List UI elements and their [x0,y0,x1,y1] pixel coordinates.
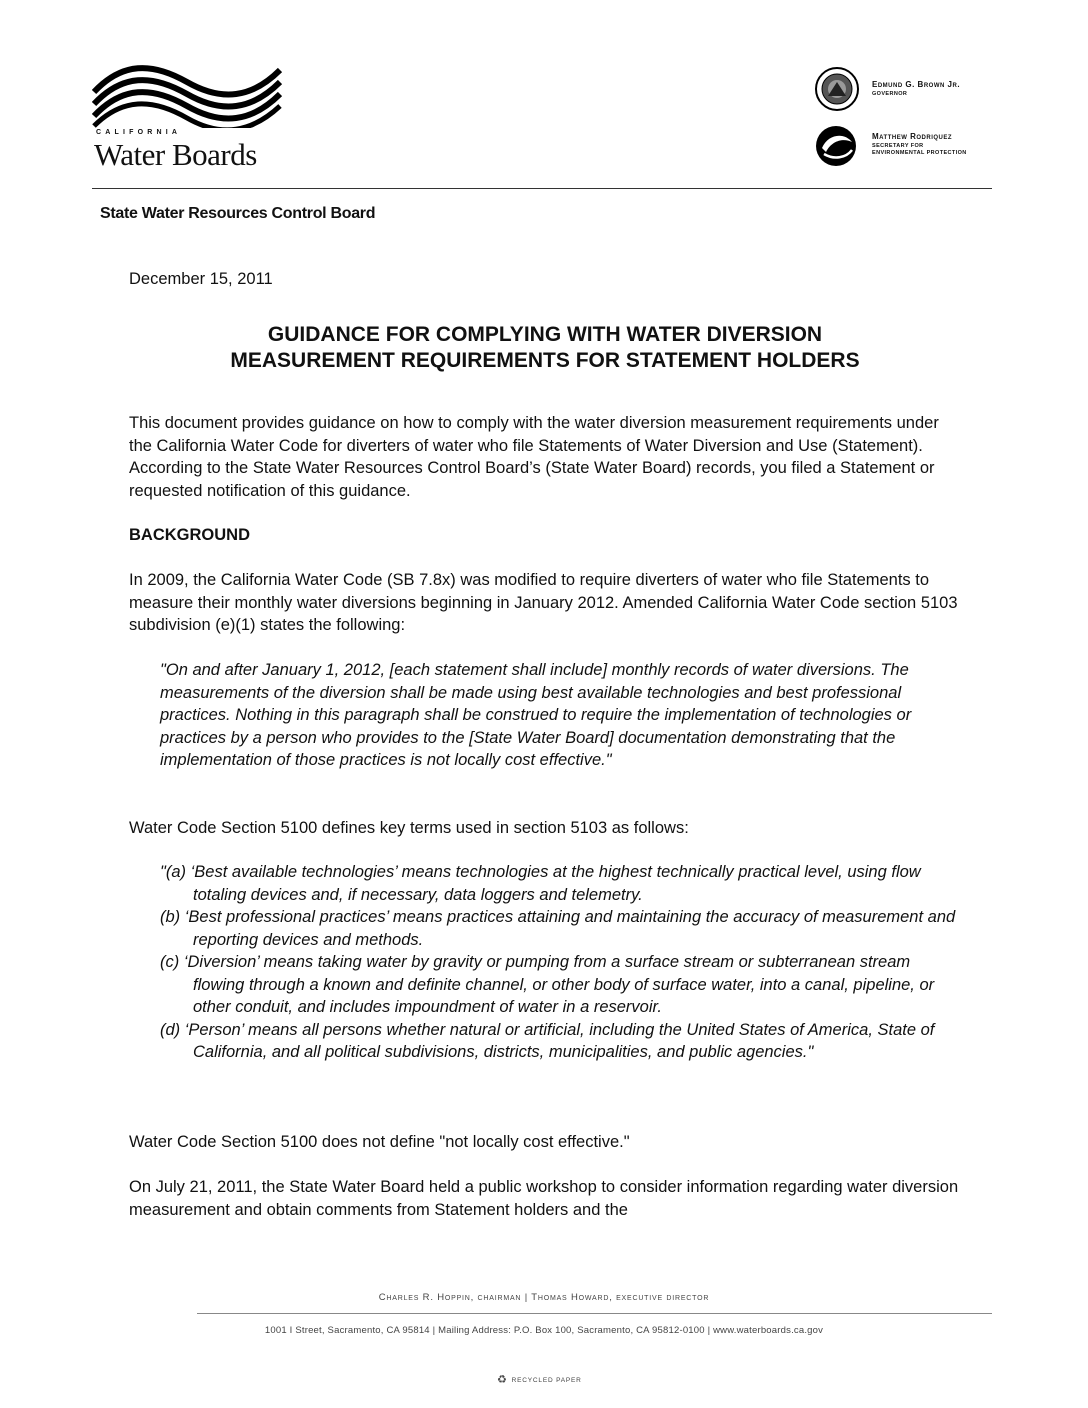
definitions-list [160,861,960,1064]
footer-divider [197,1313,992,1314]
wave-logo-icon [92,62,282,128]
title-line-1: GUIDANCE FOR COMPLYING WITH WATER DIVERSION [267,323,823,346]
water-boards-logo [92,62,282,174]
background-heading: BACKGROUND [129,526,250,544]
definition-item: (c) ‘Diversion’ means taking water by gravity or pumping from a surface stream or subterranean stream flowing through a known and definite channel, or other body of surface water, into a canal, pipeline, or other conduit, and includes impoundment of water in a reservoir. [160,953,935,1016]
definition-item: (d) ‘Person’ means all persons whether natural or artificial, including the United States of America, State of California, and all political subdivisions, districts, municipalities, and public agencies." [160,1020,935,1061]
recycled-paper-label: RECYCLED PAPER [511,1377,582,1384]
header-divider [92,188,992,189]
title-line-2: MEASUREMENT REQUIREMENTS FOR STATEMENT HOLDERS [230,349,860,372]
board-name: State Water Resources Control Board [100,205,376,222]
secretary-title-line2: ENVIRONMENTAL PROTECTION [872,150,967,156]
officials-block [812,64,1002,174]
intro-paragraph: This document provides guidance on how to comply with the water diversion measurement requirements under the California Water Code for diverters of water who file Statements of Water Diversion and Use (Statement). According to the State Water Resources Control Board’s (State Water Board) records, you filed a Statement or requested notification of this guidance. [129,414,939,500]
logo-name: Water Boards [94,137,257,172]
recycle-icon: ♻ [497,1374,508,1386]
workshop-paragraph: On July 21, 2011, the State Water Board held a public workshop to consider information regarding water diversion measurement and obtain comments from Statement holders and the [129,1178,959,1219]
calepa-logo-icon [814,124,858,168]
code-quote: "On and after January 1, 2012, [each statement shall include] monthly records of water diversions. The measurements of the diversion shall be made using best available technologies and best professional practices. Nothing in this paragraph shall be construed to require the implementation of technologies or practices by a person who provides to the [State Water Board] documentation demonstrating that the implementation of those practices is not locally cost effective." [160,661,912,769]
document-title [100,322,990,374]
governor-title: GOVERNOR [872,91,908,97]
definition-item: (b) ‘Best professional practices’ means practices attaining and maintaining the accuracy of measurement and reporting devices and methods. [160,908,956,949]
governor-name: Edmund G. Brown Jr. [872,80,961,89]
definition-item: "(a) ‘Best available technologies’ means technologies at the highest technically practical level, using flow totaling devices and, if necessary, data loggers and telemetry. [160,863,921,904]
logo-state-word: CALIFORNIA [96,129,182,136]
footer-officials: Charles R. Hoppin, chairman | Thomas Howard, executive director [378,1292,710,1303]
letter-date: December 15, 2011 [129,270,273,288]
footer-address: 1001 I Street, Sacramento, CA 95814 | Mailing Address: P.O. Box 100, Sacramento, CA 95812-0100 | www.waterboards.ca.gov [264,1325,824,1336]
secretary-title-line1: SECRETARY FOR [872,143,924,149]
state-seal-icon [814,66,860,112]
not-defined-paragraph: Water Code Section 5100 does not define "not locally cost effective." [129,1133,630,1151]
secretary-name: Matthew Rodriquez [872,132,953,141]
background-paragraph: In 2009, the California Water Code (SB 7.8x) was modified to require diverters of water who file Statements to measure their monthly water diversions beginning in January 2012. Amended California Water Code section 5103 subdivision (e)(1) states the following: [129,571,958,634]
definitions-intro: Water Code Section 5100 defines key terms used in section 5103 as follows: [129,819,689,837]
recycled-paper-note [497,1373,582,1386]
